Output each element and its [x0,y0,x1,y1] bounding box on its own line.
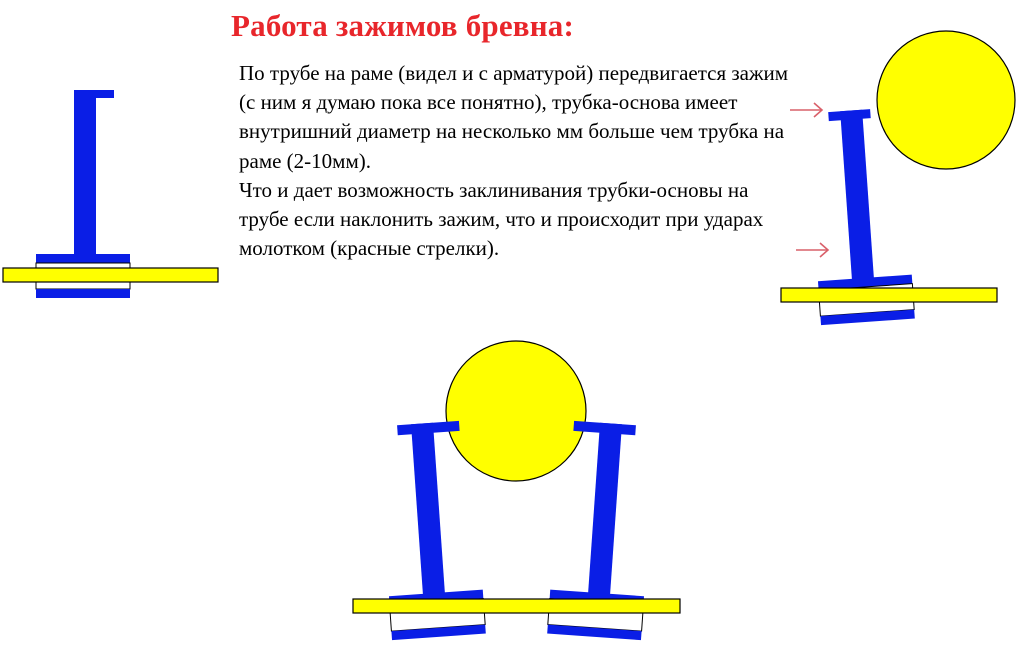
clamp-lever [840,110,874,283]
base-tube-upper [36,254,130,263]
arrow-right-icon [796,243,828,257]
log-cross-section [877,31,1015,169]
clamp-lever [588,423,622,598]
frame-pipe [781,288,997,302]
clamp-lever-top [828,109,871,121]
clamp-lever [411,423,445,598]
clamp-lever [74,90,96,256]
description-paragraph-2: Что и дает возможность заклинивания трубки-основы на трубе если наклонить зажим, что и происходит при ударах молотком (красные стрелки). [239,177,764,261]
frame-pipe [353,599,680,613]
frame-pipe [3,268,218,282]
description-paragraph-1: По трубе на раме (видел и с арматурой) передвигается зажим (с ним я думаю пока все понятно), трубка-основа имеет внутришний диаметр на несколько мм больше чем трубка на раме (2-10мм). [239,61,789,173]
base-tube-lower [36,289,130,298]
panel-clamp-pair [353,341,680,640]
arrow-right-icon [790,103,822,117]
page-title: Работа зажимов бревна: [231,8,575,43]
log-cross-section [446,341,586,481]
panel-tilted-clamp [781,31,1015,325]
panel-neutral-clamp [3,90,218,298]
